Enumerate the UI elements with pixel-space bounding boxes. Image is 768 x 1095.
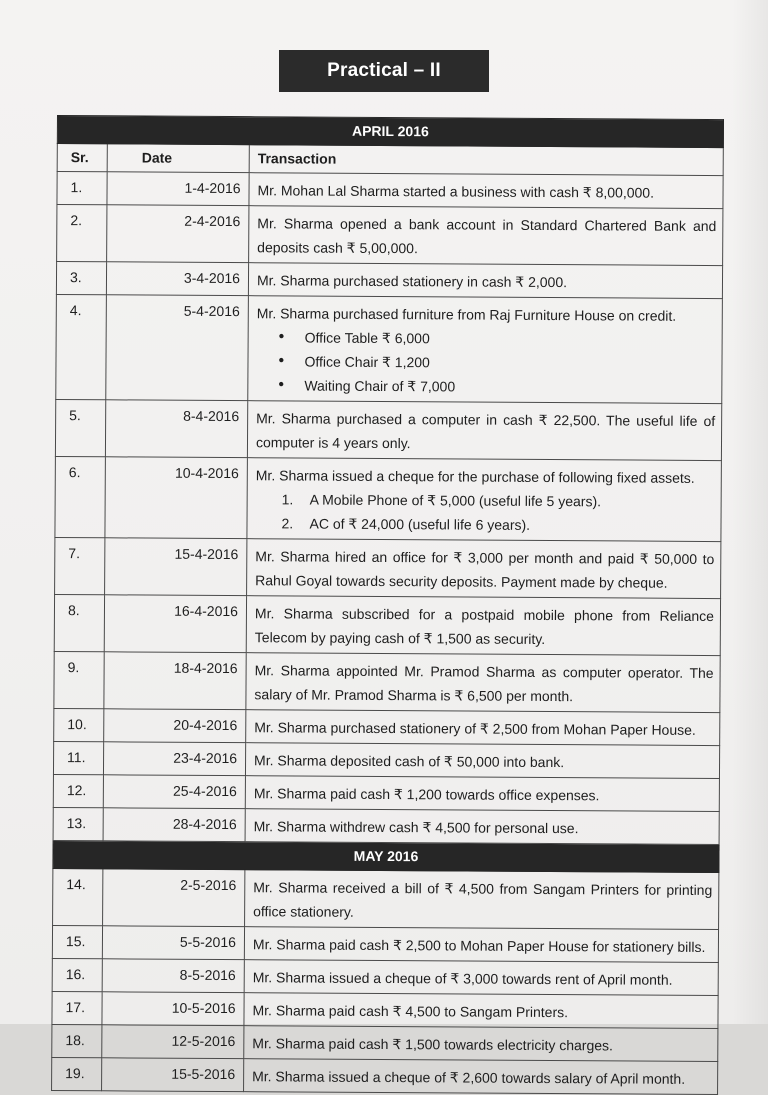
row-date: 5-4-2016: [106, 295, 249, 401]
transaction-row: [52, 1024, 718, 1061]
transaction-text: Mr. Sharma deposited cash of ₹ 50,000 into bank.: [254, 752, 565, 771]
transaction-bullet-item: • Waiting Chair of ₹ 7,000: [304, 374, 715, 401]
transaction-bullet-list: [256, 325, 715, 400]
transaction-row: [53, 741, 719, 778]
row-sr: 11.: [53, 741, 103, 774]
transaction-text: Mr. Sharma subscribed for a postpaid mobile phone from Reliance Telecom by paying cash of ₹ 1,500 as security.: [254, 605, 715, 647]
row-transaction: [244, 927, 718, 963]
row-sr: 14.: [53, 868, 103, 925]
row-date: 10-4-2016: [105, 457, 247, 539]
row-date: 25-4-2016: [103, 775, 245, 809]
row-transaction: [244, 993, 718, 1029]
transaction-row: [55, 537, 721, 598]
row-sr: 2.: [57, 205, 107, 262]
row-sr: 13.: [53, 807, 103, 840]
transaction-text: Mr. Sharma withdrew cash ₹ 4,500 for personal use.: [253, 818, 579, 837]
transaction-text: Mr. Sharma appointed Mr. Pramod Sharma as computer operator. The salary of Mr. Pramod Sharma is ₹ 6,500 per month.: [254, 662, 714, 705]
transaction-text: Mr. Sharma paid cash ₹ 4,500 to Sangam Printers.: [252, 1002, 569, 1021]
row-date: 23-4-2016: [103, 742, 245, 776]
page-edge-shadow: [732, 0, 768, 1024]
transaction-row: [57, 205, 723, 266]
row-sr: 19.: [52, 1057, 102, 1090]
transaction-numbered-list: [255, 487, 714, 538]
month-row-april: [57, 116, 723, 148]
row-sr: 5.: [55, 399, 105, 456]
table-header-row: [57, 144, 723, 176]
transaction-row: [52, 991, 718, 1028]
row-sr: 18.: [52, 1024, 102, 1057]
row-transaction: [246, 710, 720, 746]
row-date: 12-5-2016: [102, 1025, 244, 1059]
row-sr: 8.: [54, 594, 104, 651]
row-transaction: [249, 173, 723, 209]
row-transaction: [245, 743, 719, 779]
row-transaction: [244, 1059, 718, 1095]
row-transaction: [244, 960, 718, 996]
transaction-text: Mr. Sharma purchased furniture from Raj Furniture House on credit.: [256, 305, 677, 324]
row-sr: 6.: [55, 456, 105, 537]
transaction-text: Mr. Sharma issued a cheque of ₹ 3,000 towards rent of April month.: [252, 969, 673, 988]
row-sr: 7.: [55, 537, 105, 594]
item-number: 2.: [281, 515, 294, 532]
row-sr: 4.: [56, 294, 107, 399]
row-date: 10-5-2016: [102, 992, 244, 1026]
row-transaction: [249, 206, 723, 266]
transaction-bullet-item: • Office Chair ₹ 1,200: [304, 350, 715, 377]
transaction-row: [52, 1057, 718, 1094]
transaction-text: Mr. Sharma purchased stationery in cash ₹ 2,000.: [256, 272, 568, 291]
row-date: 18-4-2016: [104, 652, 246, 710]
row-date: 15-4-2016: [105, 538, 247, 596]
row-transaction: [247, 401, 721, 461]
row-date: 2-5-2016: [103, 869, 245, 927]
transaction-row: [55, 456, 721, 541]
transaction-text: Mr. Sharma paid cash ₹ 1,500 towards electricity charges.: [252, 1035, 614, 1054]
row-date: 15-5-2016: [102, 1058, 244, 1092]
transaction-text: Mr. Sharma issued a cheque of ₹ 2,600 towards salary of April month.: [252, 1068, 686, 1087]
transaction-numbered-item: [281, 512, 714, 538]
row-sr: 17.: [52, 991, 102, 1024]
row-date: 20-4-2016: [104, 709, 246, 743]
transaction-bullet-item: • Office Table ₹ 6,000: [305, 326, 716, 353]
row-transaction: [245, 870, 719, 930]
transaction-text: Mr. Sharma paid cash ₹ 2,500 to Mohan Paper House for stationery bills.: [252, 936, 706, 955]
transaction-text: Mr. Sharma hired an office for ₹ 3,000 per month and paid ₹ 50,000 to Rahul Goyal towards security deposits. Payment made by cheque.: [255, 548, 715, 591]
row-transaction: [245, 809, 719, 845]
transaction-row: [53, 807, 719, 844]
transaction-row: [52, 958, 718, 995]
row-transaction: [246, 653, 720, 713]
row-transaction: [247, 458, 722, 542]
item-number: 1.: [281, 491, 294, 508]
row-date: 8-5-2016: [102, 959, 244, 993]
item-text: A Mobile Phone of ₹ 5,000 (useful life 5 years).: [309, 491, 602, 510]
month-row-may: [53, 840, 719, 872]
transaction-row: [54, 651, 720, 712]
month-label-may: MAY 2016: [53, 840, 719, 872]
row-sr: 9.: [54, 651, 104, 708]
row-transaction: [244, 1026, 718, 1062]
row-date: 8-4-2016: [105, 400, 247, 458]
row-sr: 1.: [57, 172, 107, 205]
practical-title: Practical – II: [279, 50, 489, 92]
transaction-text: Mr. Sharma paid cash ₹ 1,200 towards office expenses.: [253, 785, 600, 804]
row-date: 5-5-2016: [102, 926, 244, 960]
row-transaction: [246, 596, 720, 656]
transaction-row: [53, 774, 719, 811]
month-label-april: APRIL 2016: [57, 116, 723, 148]
transaction-text: Mr. Sharma issued a cheque for the purchase of following fixed assets.: [255, 467, 695, 486]
transaction-row: [56, 294, 723, 403]
transaction-row: [52, 925, 718, 962]
row-date: 16-4-2016: [104, 595, 246, 653]
row-sr: 12.: [53, 774, 103, 807]
transaction-row: [56, 262, 722, 299]
transaction-row: [54, 708, 720, 745]
item-text: AC of ₹ 24,000 (useful life 6 years).: [309, 515, 531, 533]
transaction-text: Mr. Sharma purchased stationery of ₹ 2,500 from Mohan Paper House.: [254, 719, 696, 738]
row-date: 2-4-2016: [107, 205, 249, 263]
row-sr: 3.: [56, 262, 106, 295]
row-sr: 16.: [52, 958, 102, 991]
row-transaction: [248, 296, 723, 404]
transaction-numbered-item: [281, 488, 715, 514]
header-sr: Sr.: [57, 144, 107, 172]
transaction-row: [57, 172, 723, 209]
header-date: Date: [107, 144, 249, 173]
row-sr: 10.: [54, 708, 104, 741]
transactions-sheet: [51, 115, 723, 1095]
row-transaction: [247, 539, 721, 599]
row-transaction: [248, 263, 722, 299]
row-date: 28-4-2016: [103, 808, 245, 842]
transaction-row: [54, 594, 720, 655]
transaction-text: Mr. Sharma received a bill of ₹ 4,500 from Sangam Printers for printing office stationery.: [253, 879, 713, 920]
row-date: 1-4-2016: [107, 172, 249, 206]
transaction-text: Mr. Sharma purchased a computer in cash ₹ 22,500. The useful life of computer is 4 years only.: [255, 410, 716, 452]
header-transaction: Transaction: [249, 145, 723, 176]
transactions-table: [51, 115, 724, 1095]
row-date: 3-4-2016: [106, 262, 248, 296]
transaction-row: [53, 868, 719, 929]
transaction-text: Mr. Sharma opened a bank account in Standard Chartered Bank and deposits cash ₹ 5,00,000.: [257, 215, 717, 257]
row-sr: 15.: [52, 925, 102, 958]
transaction-row: [55, 399, 721, 460]
transaction-text: Mr. Mohan Lal Sharma started a business with cash ₹ 8,00,000.: [257, 182, 655, 201]
row-transaction: [245, 776, 719, 812]
